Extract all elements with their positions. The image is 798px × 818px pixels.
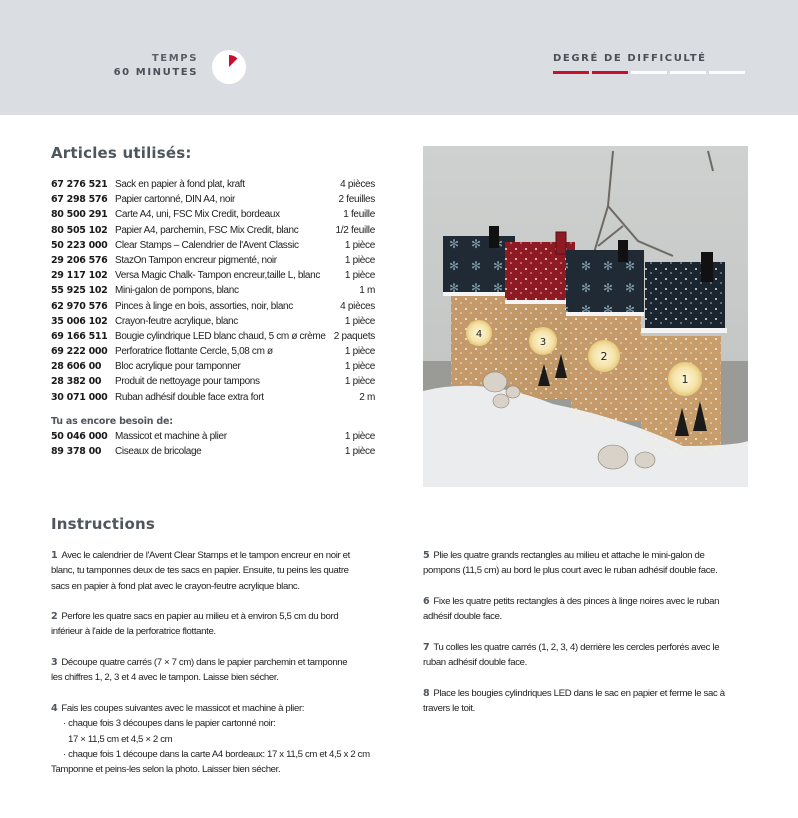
article-quantity: 1 pièce [344,446,375,457]
article-row [51,207,375,222]
article-number: 50 223 000 [51,239,108,251]
step-text: les chiffres 1, 2, 3 et 4 avec le tampon. Laisse bien sécher. [51,672,279,684]
article-quantity: 4 pièces [340,300,375,312]
article-number: 30 071 000 [51,391,108,403]
article-description: Bloc acrylique pour tamponner [115,361,241,373]
bag-1 [641,252,727,454]
article-description: Ciseaux de bricolage [115,446,202,457]
article-quantity: 1 m [359,285,375,297]
instruction-step [51,548,381,594]
step-number: 7 [423,641,430,653]
article-description: Crayon-feutre acrylique, blanc [115,315,238,327]
advent-bags-illustration [423,146,748,487]
difficulty-label: DEGRÉ DE DIFFICULTÉ [553,53,707,64]
article-quantity: 1 pièce [344,270,375,282]
article-number: 69 166 511 [51,330,108,342]
step-text: inférieur à l'aide de la perforatrice flottante. [51,626,216,638]
step-text: Plie les quatre grands rectangles au milieu et attache le mini-galon de [433,550,705,561]
difficulty-block [553,52,748,74]
article-row [51,390,375,405]
step-number: 2 [51,611,58,623]
article-number: 67 298 576 [51,194,108,206]
article-row [51,329,375,344]
instruction-step [51,701,381,777]
instruction-step [423,686,753,717]
product-photo [423,146,748,487]
step-number: 3 [51,657,58,669]
article-quantity: 2 feuilles [338,194,375,206]
instruction-step [423,594,753,625]
article-number: 62 970 576 [51,300,108,312]
article-quantity: 1 pièce [344,239,375,251]
bag-3 [505,232,575,399]
article-row [51,444,375,459]
step-text: ruban adhésif double face. [423,657,527,669]
step-number: 8 [423,687,430,699]
step-text: Perfore les quatre sacs en papier au milieu et à environ 5,5 cm du bord [61,611,339,623]
clock-icon [212,50,246,84]
bag-2 [566,240,644,421]
step-text: adhésif double face. [423,611,502,623]
step-text: Avec le calendrier de l'Avent Clear Stamps et le tampon encreur en noir et [61,550,350,561]
step-text: Place les bougies cylindriques LED dans le sac en papier et ferme le sac à [433,687,725,699]
bag-number-2: 2 [600,350,608,363]
time-value: 60 MINUTES [113,67,198,78]
step-text: sacs en papier à fond plat avec le crayon-feutre acrylique blanc. [51,580,300,592]
step-number: 6 [423,595,430,607]
article-quantity: 1/2 feuille [335,224,375,236]
article-description: Massicot et machine à plier [115,430,227,442]
step-text: Fixe les quatre petits rectangles à des pinces à linge noires avec le ruban [433,595,720,607]
difficulty-meter [553,71,748,74]
step-text: pompons (11,5 cm) au bord le plus court avec le ruban adhésif double face. [423,565,718,577]
bag-number-4: 4 [475,329,483,340]
step-text: Fais les coupes suivantes avec le massicot et machine à plier: [61,702,305,714]
bag-4 [443,226,515,386]
time-block [114,52,198,80]
instruction-step [423,640,753,671]
difficulty-segment [553,71,589,74]
instruction-step [423,548,753,579]
article-quantity: 1 pièce [344,361,375,373]
difficulty-segment [670,71,706,74]
article-row [51,283,375,298]
article-number: 55 925 102 [51,285,108,297]
article-description: Papier cartonné, DIN A4, noir [115,194,235,206]
header-band [0,0,798,115]
step-text: Tamponne et peins-les selon la photo. Laisser bien sécher. [51,764,281,776]
instructions-right-column [423,548,753,732]
article-number: 29 117 102 [51,270,108,282]
article-number: 28 606 00 [51,361,102,373]
article-quantity: 2 paquets [333,330,375,342]
article-row [51,359,375,374]
article-row [51,344,375,359]
article-description: Bougie cylindrique LED blanc chaud, 5 cm ø crème [115,330,326,342]
bag-number-3: 3 [539,337,547,348]
article-quantity: 1 pièce [344,376,375,388]
extra-needs-title: Tu as encore besoin de: [51,415,173,427]
article-number: 35 006 102 [51,315,108,327]
step-text: travers le toit. [423,702,475,714]
instruction-step [51,655,381,686]
article-description: Ruban adhésif double face extra fort [115,391,264,403]
article-row [51,374,375,389]
step-text: Découpe quatre carrés (7 × 7 cm) dans le papier parchemin et tamponne [61,657,348,669]
article-row [51,192,375,207]
articles-title: Articles utilisés: [51,144,192,162]
article-description: Carte A4, uni, FSC Mix Credit, bordeaux [115,209,280,221]
article-number: 28 382 00 [51,376,102,388]
article-row [51,429,375,444]
article-quantity: 2 m [359,391,375,403]
article-description: Mini-galon de pompons, blanc [115,285,239,297]
article-description: Perforatrice flottante Cercle, 5,08 cm ø [115,346,273,358]
article-quantity: 1 pièce [344,315,375,327]
article-number: 89 378 00 [51,446,102,457]
article-row [51,223,375,238]
article-row [51,299,375,314]
instructions-title: Instructions [51,515,155,533]
article-number: 50 046 000 [51,430,108,442]
article-number: 80 505 102 [51,224,108,236]
difficulty-segment [592,71,628,74]
bag-number-1: 1 [681,373,689,386]
article-number: 69 222 000 [51,346,108,358]
step-text: · chaque fois 3 découpes dans le papier cartonné noir: [63,718,276,730]
difficulty-segment [709,71,745,74]
step-number: 4 [51,702,58,714]
article-quantity: 4 pièces [340,179,375,190]
articles-list [51,177,375,459]
article-number: 29 206 576 [51,254,108,266]
article-row [51,268,375,283]
step-text: blanc, tu tamponnes deux de tes sacs en papier. Ensuite, tu peins les quatre [51,565,349,577]
difficulty-segment [631,71,667,74]
instructions-left-column [51,548,381,793]
article-description: StazOn Tampon encreur pigmenté, noir [115,254,277,266]
article-description: Versa Magic Chalk- Tampon encreur,taille L, blanc [115,270,321,282]
time-label: TEMPS [151,53,198,64]
step-text: · chaque fois 1 découpe dans la carte A4 bordeaux: 17 x 11,5 cm et 4,5 x 2 cm [63,748,370,760]
article-number: 67 276 521 [51,179,108,190]
article-row [51,253,375,268]
step-number: 5 [423,550,430,561]
article-description: Produit de nettoyage pour tampons [115,376,260,388]
article-description: Clear Stamps – Calendrier de l'Avent Classic [115,239,299,251]
step-text: Tu colles les quatre carrés (1, 2, 3, 4) derrière les cercles perforés avec le [433,641,720,653]
article-quantity: 1 pièce [344,430,375,442]
article-row [51,177,375,192]
step-number: 1 [51,550,58,561]
article-description: Pinces à linge en bois, assorties, noir, blanc [115,300,293,312]
article-description: Papier A4, parchemin, FSC Mix Credit, blanc [115,224,299,236]
step-text: 17 × 11,5 cm et 4,5 × 2 cm [68,733,173,745]
instruction-step [51,609,381,640]
article-number: 80 500 291 [51,209,108,221]
article-row [51,238,375,253]
article-quantity: 1 pièce [344,254,375,266]
article-description: Sack en papier à fond plat, kraft [115,179,245,190]
article-quantity: 1 pièce [344,346,375,358]
article-row [51,314,375,329]
article-quantity: 1 feuille [343,209,375,221]
